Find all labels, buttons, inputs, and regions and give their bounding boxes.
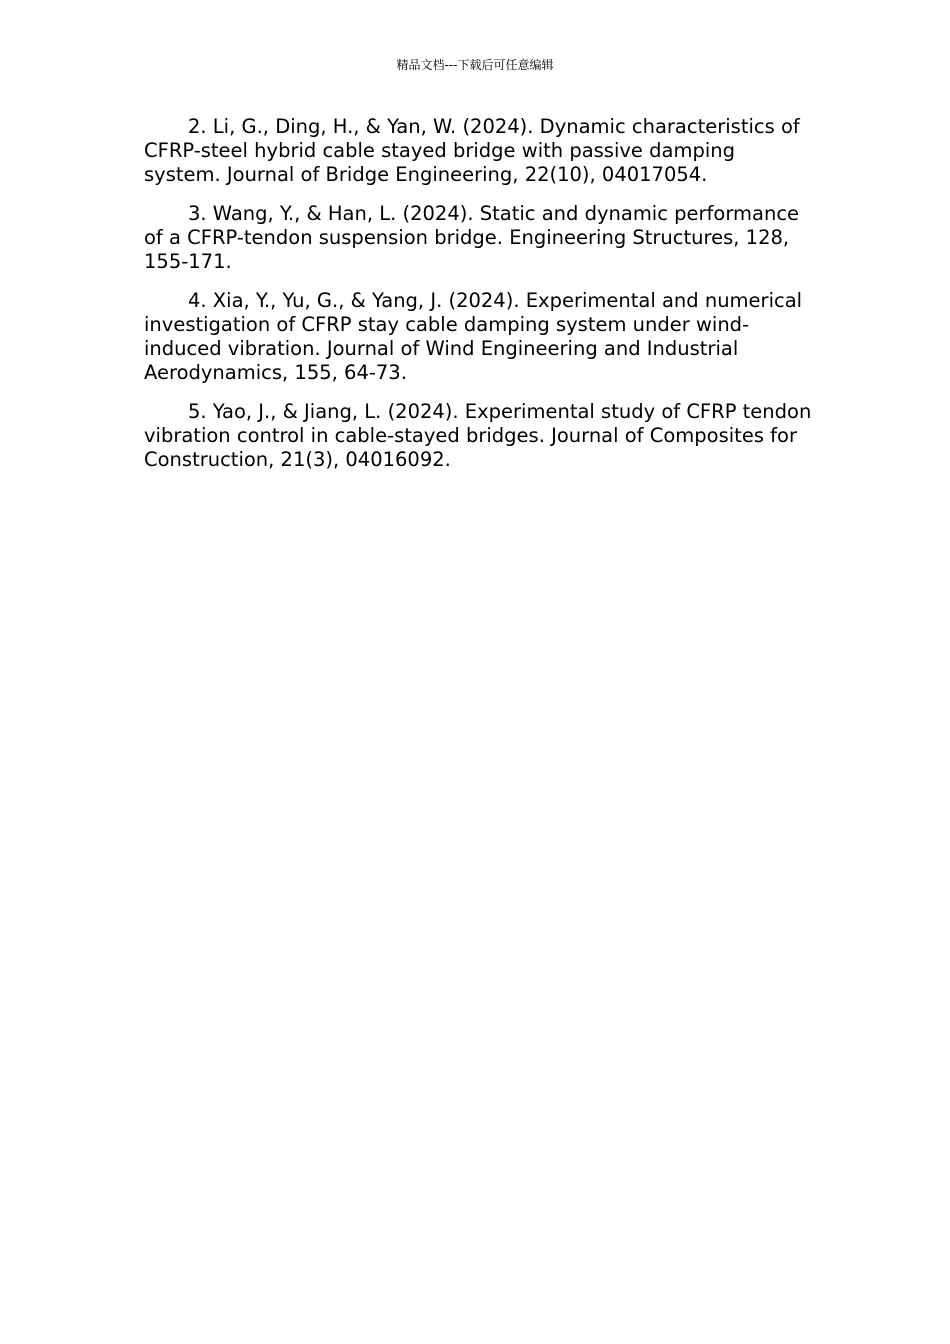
reference-item: 3. Wang, Y., & Han, L. (2024). Static and dynamic performance of a CFRP-tendon suspension bridge. Engineering Structures, 128, 155-171. bbox=[144, 202, 800, 273]
reference-item: 2. Li, G., Ding, H., & Yan, W. (2024). Dynamic characteristics of CFRP-steel hybrid cable stayed bridge with passive damping system. Journal of Bridge Engineering, 22(10), 04017054. bbox=[144, 115, 800, 186]
reference-list bbox=[144, 115, 812, 487]
reference-item: 4. Xia, Y., Yu, G., & Yang, J. (2024). Experimental and numerical investigation of CFRP stay cable damping system under wind-induced vibration. Journal of Wind Engineering and Industrial Aerodynamics, 155, 64-73. bbox=[144, 289, 803, 384]
page-header: 精品文档---下载后可任意编辑 bbox=[396, 58, 554, 72]
reference-item: 5. Yao, J., & Jiang, L. (2024). Experimental study of CFRP tendon vibration control in cable-stayed bridges. Journal of Composites for Construction, 21(3), 04016092. bbox=[144, 400, 812, 471]
